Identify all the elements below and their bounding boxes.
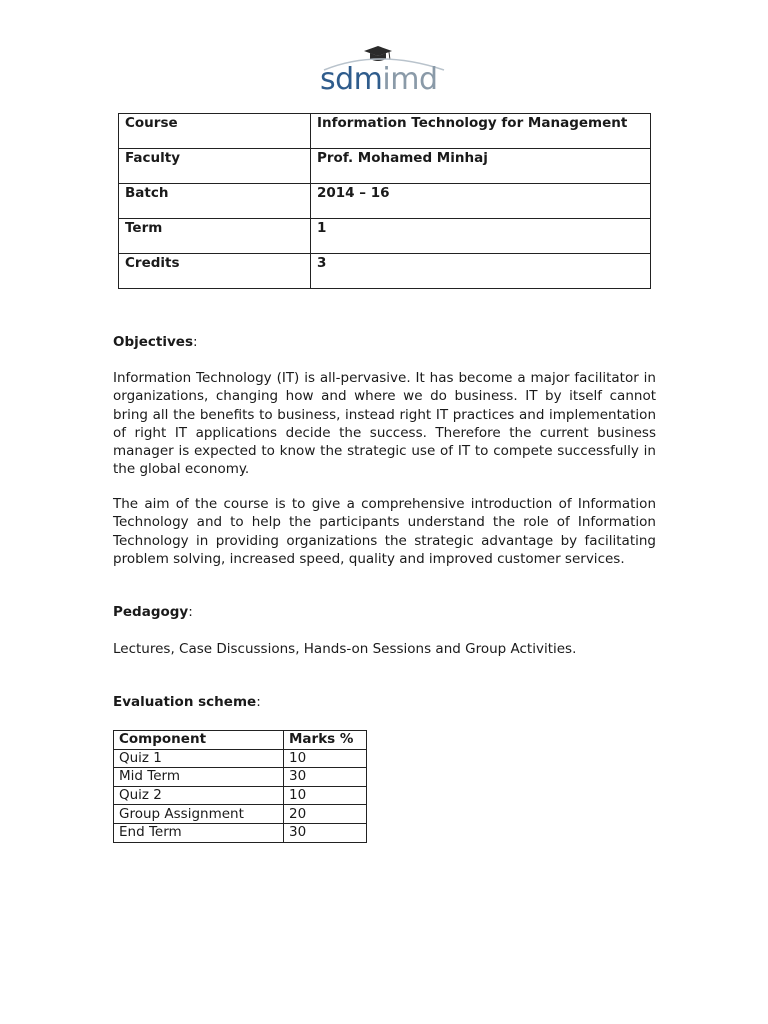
evaluation-colon: : xyxy=(256,694,261,710)
component-cell: End Term xyxy=(114,823,284,842)
term-label: Term xyxy=(119,219,311,254)
table-row xyxy=(119,184,651,219)
table-row xyxy=(114,823,367,842)
component-cell: Group Assignment xyxy=(114,805,284,824)
evaluation-heading-text: Evaluation scheme xyxy=(113,694,257,710)
table-header-row xyxy=(114,731,367,750)
component-cell: Quiz 1 xyxy=(114,749,284,768)
course-value: Information Technology for Management xyxy=(311,114,651,149)
component-header: Component xyxy=(114,731,284,750)
table-row xyxy=(114,749,367,768)
component-cell: Quiz 2 xyxy=(114,786,284,805)
objectives-paragraph-2: The aim of the course is to give a comprehensive introduction of Information Technology and to help the participants understand the role of Information Technology in providing organizations the strategic advantage by facilitating problem solving, increased speed, quality and improved customer services. xyxy=(113,496,656,567)
table-row xyxy=(119,254,651,289)
pedagogy-heading xyxy=(113,603,656,621)
batch-label: Batch xyxy=(119,184,311,219)
table-row xyxy=(119,114,651,149)
component-cell: Mid Term xyxy=(114,768,284,787)
logo-text xyxy=(320,62,438,98)
pedagogy-heading-text: Pedagogy xyxy=(113,604,189,620)
objectives-colon: : xyxy=(193,334,198,350)
logo-text-part1: sdm xyxy=(320,62,383,97)
pedagogy-text: Lectures, Case Discussions, Hands-on Sessions and Group Activities. xyxy=(113,641,577,657)
objectives-heading xyxy=(113,333,656,351)
evaluation-heading xyxy=(113,693,656,711)
marks-cell: 30 xyxy=(284,823,367,842)
logo-text-part2: imd xyxy=(382,62,438,97)
marks-cell: 30 xyxy=(284,768,367,787)
table-row xyxy=(114,805,367,824)
evaluation-table xyxy=(113,730,367,843)
objectives-paragraph-1: Information Technology (IT) is all-pervasive. It has become a major facilitator in organizations, changing how and where we do business. IT by itself cannot bring all the benefits to business, instead right IT practices and implementation of right IT applications decide the success. Therefore the current business manager is expected to know the strategic use of IT to compete successfully in the global economy. xyxy=(113,370,656,478)
marks-cell: 10 xyxy=(284,786,367,805)
table-row xyxy=(119,219,651,254)
term-value: 1 xyxy=(311,219,651,254)
marks-header: Marks % xyxy=(284,731,367,750)
batch-value: 2014 – 16 xyxy=(311,184,651,219)
faculty-value: Prof. Mohamed Minhaj xyxy=(311,149,651,184)
marks-cell: 20 xyxy=(284,805,367,824)
table-row xyxy=(119,149,651,184)
pedagogy-colon: : xyxy=(188,604,193,620)
credits-label: Credits xyxy=(119,254,311,289)
course-info-table xyxy=(118,113,651,289)
table-row xyxy=(114,768,367,787)
credits-value: 3 xyxy=(311,254,651,289)
table-row xyxy=(114,786,367,805)
sdmimd-logo xyxy=(318,40,450,100)
marks-cell: 10 xyxy=(284,749,367,768)
course-label: Course xyxy=(119,114,311,149)
objectives-heading-text: Objectives xyxy=(113,334,193,350)
faculty-label: Faculty xyxy=(119,149,311,184)
